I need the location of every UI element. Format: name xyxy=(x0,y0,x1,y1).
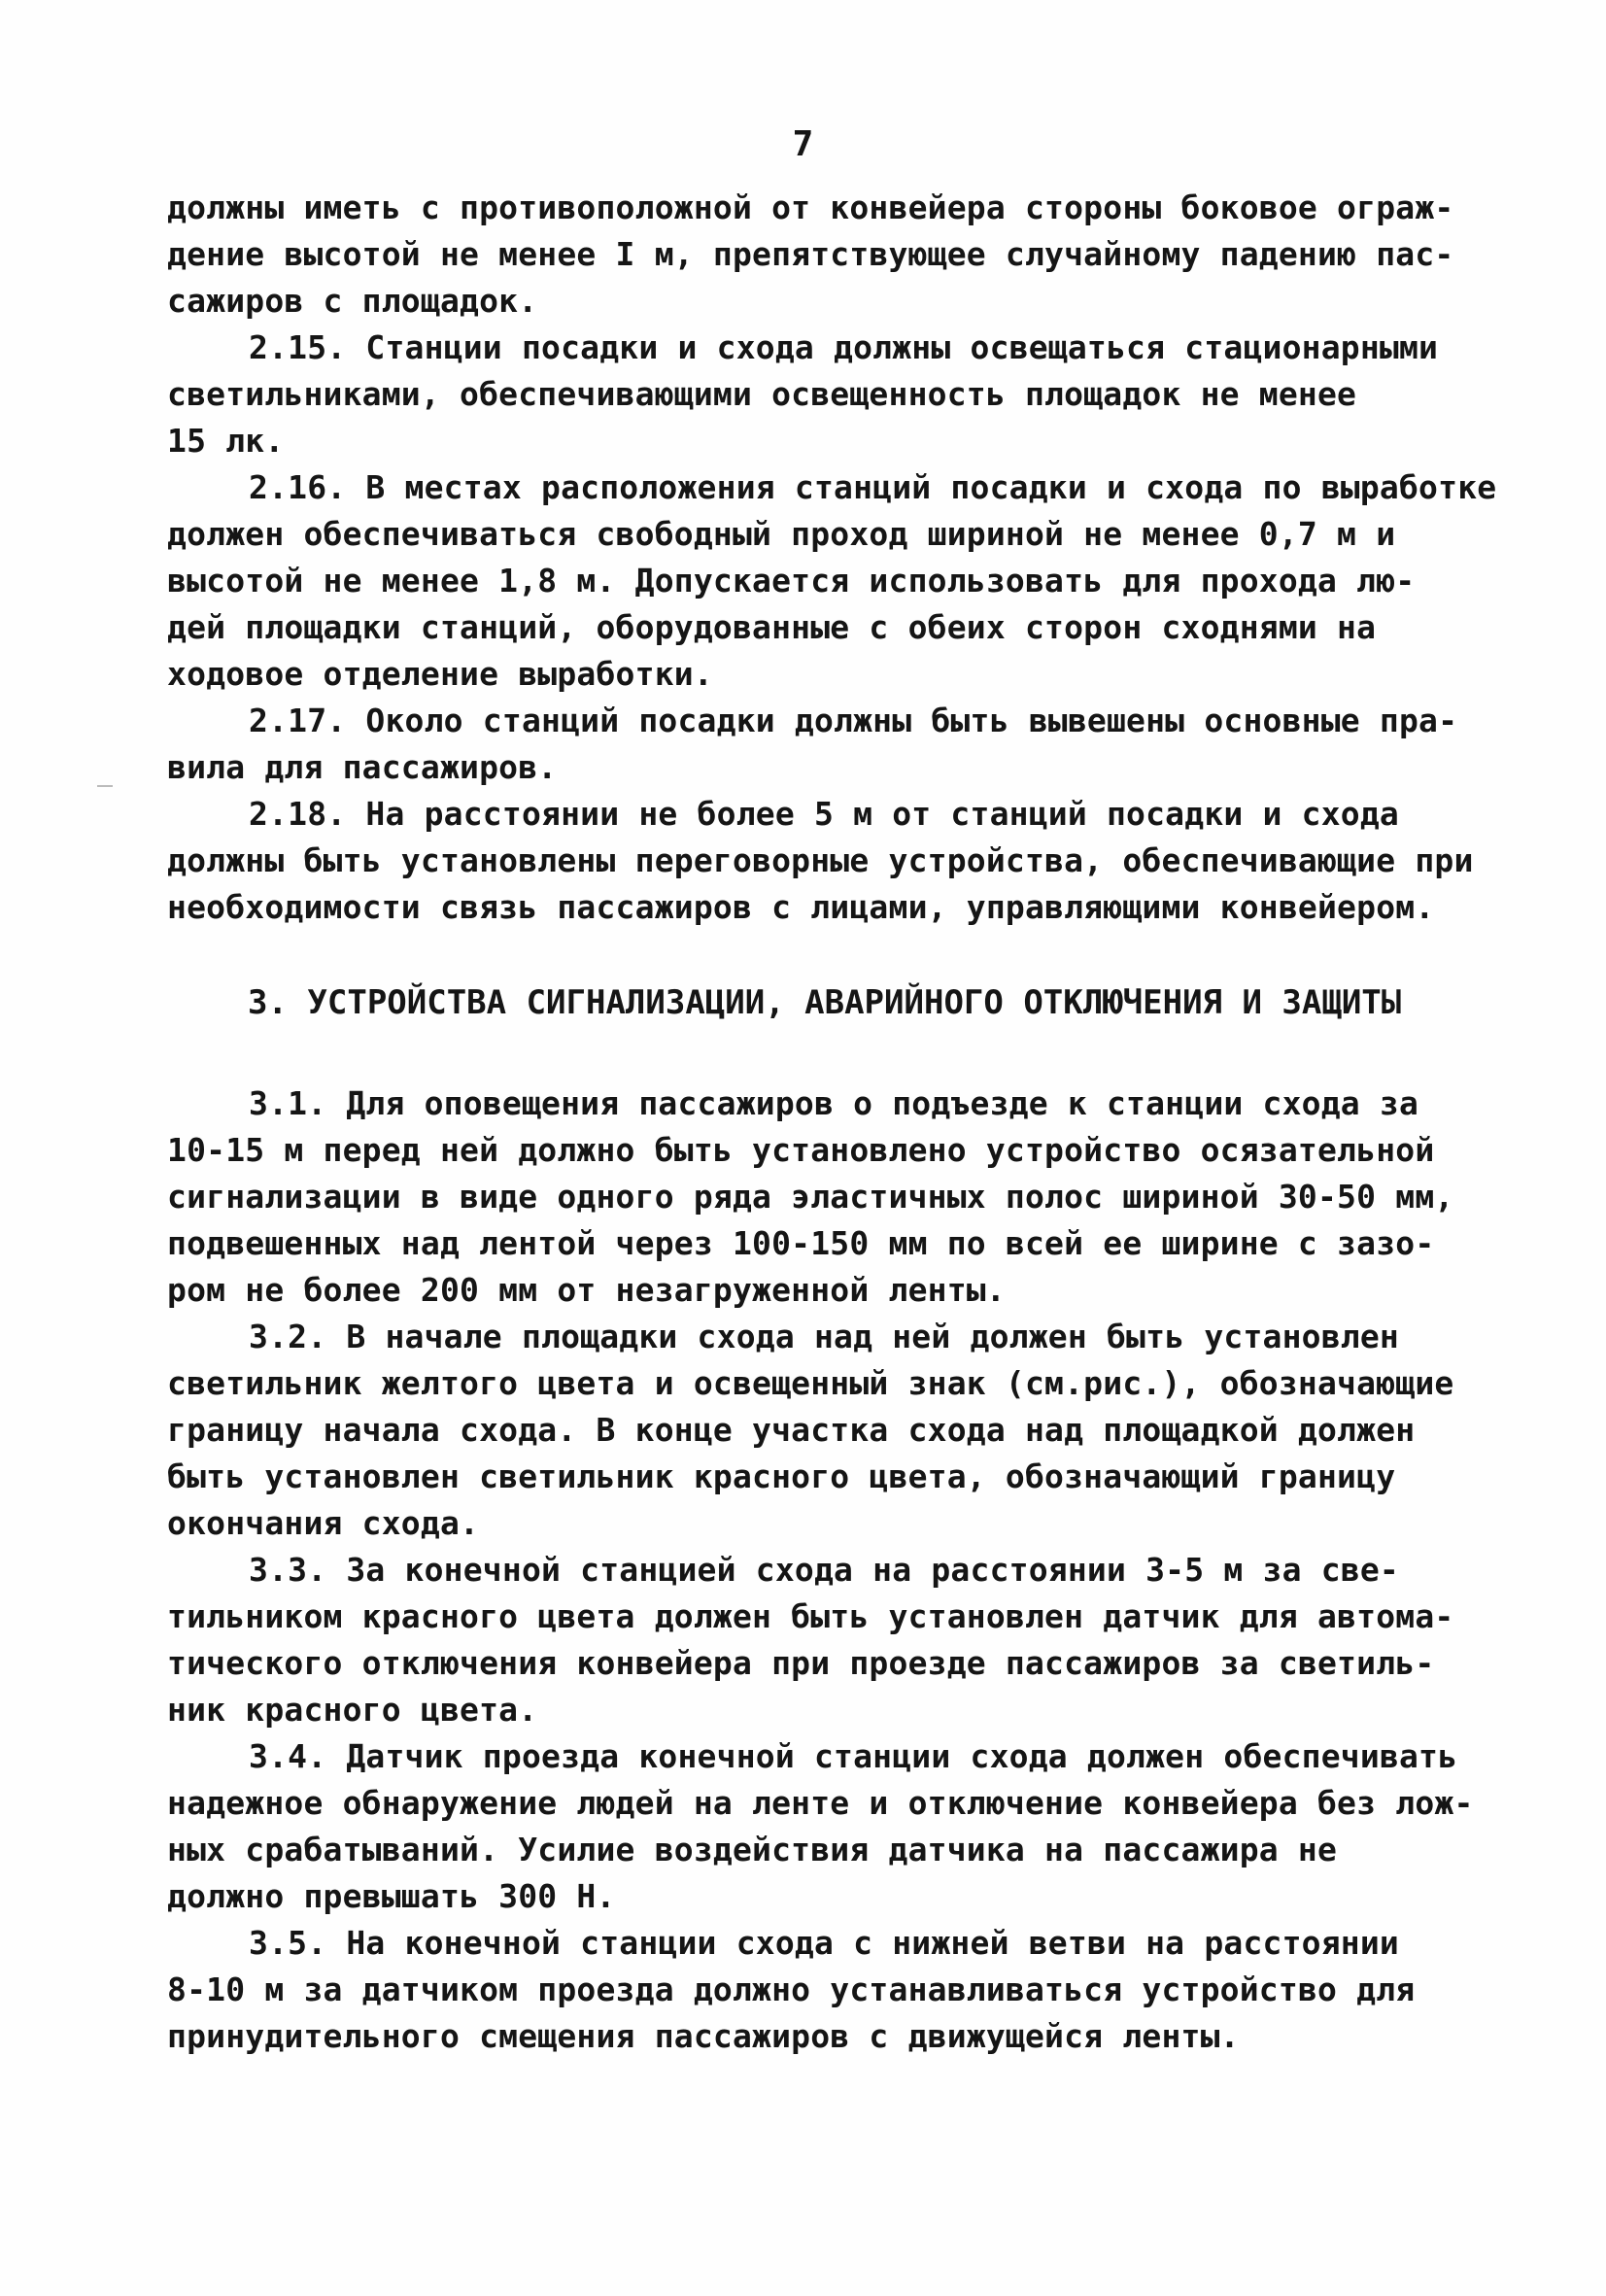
text-line: 15 лк. xyxy=(167,422,285,460)
text-line: 2.16. В местах расположения станций посадки и схода по выработке xyxy=(249,468,1497,506)
text-line: 10-15 м перед ней должно быть установлено устройство осязательной xyxy=(167,1131,1435,1169)
text-line: окончания схода. xyxy=(167,1504,480,1542)
text-line: сажиров с площадок. xyxy=(167,282,538,320)
text-line: должен обеспечиваться свободный проход шириной не менее 0,7 м и xyxy=(167,515,1396,553)
text-line: 3.5. На конечной станции схода с нижней ветви на расстоянии xyxy=(249,1924,1399,1962)
text-line: 2.15. Станции посадки и схода должны освещаться стационарными xyxy=(249,328,1439,366)
paragraphs-2-15-to-2-18 xyxy=(167,185,1497,931)
text-line: быть установлен светильник красного цвета, обозначающий границу xyxy=(167,1457,1396,1495)
text-line: 3.2. В начале площадки схода над ней должен быть установлен xyxy=(249,1318,1399,1355)
text-line: светильниками, обеспечивающими освещенность площадок не менее xyxy=(167,375,1357,413)
text-line: светильник желтого цвета и освещенный знак (см.рис.), обозначающие xyxy=(167,1364,1454,1402)
text-line: тического отключения конвейера при проезде пассажиров за светиль- xyxy=(167,1644,1435,1682)
text-line: вила для пассажиров. xyxy=(167,748,558,786)
text-line: надежное обнаружение людей на ленте и отключение конвейера без лож- xyxy=(167,1784,1474,1822)
text-line: границу начала схода. В конце участка схода над площадкой должен xyxy=(167,1411,1416,1449)
text-line: ром не более 200 мм от незагруженной ленты. xyxy=(167,1271,1006,1309)
text-line: 2.17. Около станций посадки должны быть вывешены основные пра- xyxy=(249,702,1458,739)
text-line: 8-10 м за датчиком проезда должно устанавливаться устройство для xyxy=(167,1970,1416,2008)
text-line: 3.3. За конечной станцией схода на расстоянии 3-5 м за све- xyxy=(249,1551,1399,1589)
text-line: тильником красного цвета должен быть установлен датчик для автома- xyxy=(167,1597,1454,1635)
text-line: должно превышать 300 Н. xyxy=(167,1877,616,1915)
text-line: ных срабатываний. Усилие воздействия датчика на пассажира не xyxy=(167,1831,1338,1868)
text-line: 3.1. Для оповещения пассажиров о подъезде к станции схода за xyxy=(249,1084,1419,1122)
text-line: ник красного цвета. xyxy=(167,1691,538,1729)
text-line: 2.18. На расстоянии не более 5 м от станций посадки и схода xyxy=(249,795,1399,833)
text-line: ходовое отделение выработки. xyxy=(167,655,713,693)
text-line: необходимости связь пассажиров с лицами, управляющими конвейером. xyxy=(167,888,1435,926)
text-line: 3.4. Датчик проезда конечной станции схода должен обеспечивать xyxy=(249,1737,1458,1775)
text-line: должны иметь с противоположной от конвейера стороны боковое ограж- xyxy=(167,188,1454,226)
text-line: высотой не менее 1,8 м. Допускается использовать для прохода лю- xyxy=(167,562,1416,600)
paragraphs-3-1-to-3-5 xyxy=(167,1080,1488,2060)
text-line: дей площадки станций, оборудованные с обеих сторон сходнями на xyxy=(167,608,1377,646)
text-line: подвешенных над лентой через 100-150 мм по всей ее ширине с зазо- xyxy=(167,1224,1435,1262)
text-line: принудительного смещения пассажиров с движущейся ленты. xyxy=(167,2017,1240,2055)
page-number: 7 xyxy=(792,124,814,164)
text-line: сигнализации в виде одного ряда эластичных полос шириной 30-50 мм, xyxy=(167,1178,1454,1216)
margin-mark xyxy=(97,785,113,787)
section-title: 3. УСТРОЙСТВА СИГНАЛИЗАЦИИ, АВАРИЙНОГО ОТКЛЮЧЕНИЯ И ЗАЩИТЫ xyxy=(248,983,1402,1022)
text-line: дение высотой не менее I м, препятствующее случайному падению пас- xyxy=(167,235,1454,273)
text-line: должны быть установлены переговорные устройства, обеспечивающие при xyxy=(167,841,1474,879)
